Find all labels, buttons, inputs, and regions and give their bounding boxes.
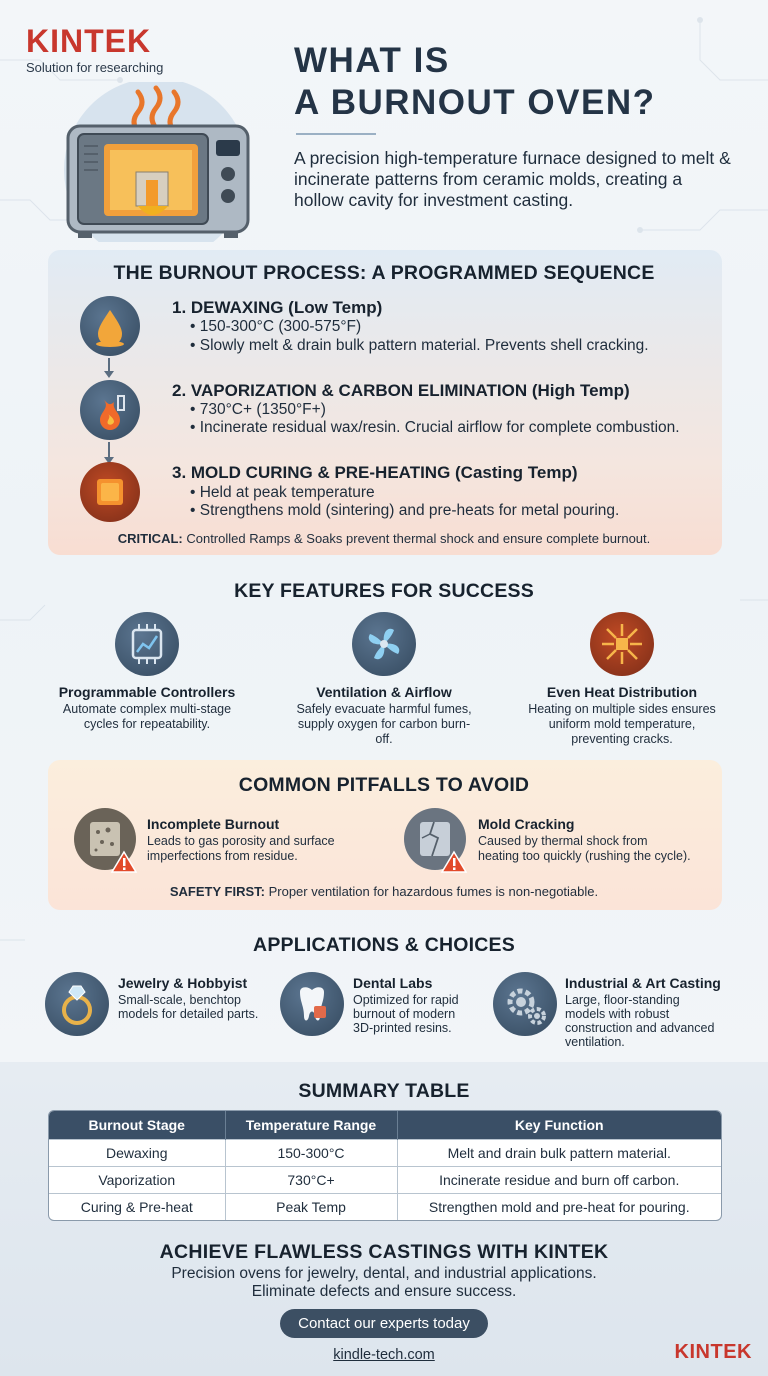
- cta-line-2: Eliminate defects and ensure success.: [251, 1283, 517, 1300]
- safety-note: [0, 884, 768, 899]
- page-subtitle: A precision high-temperature furnace designed to melt & incinerate patterns from ceramic molds, creating a hollow cavity for investment casting.: [294, 148, 731, 210]
- feature-title-controllers: Programmable Controllers: [58, 684, 236, 700]
- app-desc-dental-1: Optimized for rapid: [353, 993, 459, 1007]
- app-title-industrial: Industrial & Art Casting: [565, 975, 721, 991]
- footer-brand-logo: KINTEK: [674, 1341, 752, 1363]
- step-temp-1: • 150-300°C (300-575°F): [190, 318, 362, 335]
- table-cell: Strengthen mold and pre-heat for pouring.: [397, 1193, 721, 1220]
- ring-icon: [45, 972, 109, 1036]
- tooth-icon: [280, 972, 344, 1036]
- process-title: THE BURNOUT PROCESS: A PROGRAMMED SEQUENCE: [113, 262, 655, 284]
- pitfall-desc-cracking-1: Caused by thermal shock from: [478, 834, 648, 848]
- app-desc-industrial-4: ventilation.: [565, 1035, 625, 1049]
- table-cell: Melt and drain bulk pattern material.: [397, 1139, 721, 1166]
- step-title-1: 1. DEWAXING (Low Temp): [172, 298, 383, 317]
- safety-label: SAFETY FIRST:: [169, 884, 265, 899]
- flame-icon: [80, 380, 140, 440]
- table-row: [49, 1139, 721, 1166]
- app-title-jewelry: Jewelry & Hobbyist: [118, 975, 248, 991]
- app-desc-jewelry-1: Small-scale, benchtop: [118, 993, 241, 1007]
- burnout-oven-illustration: [58, 82, 268, 242]
- pitfall-title-cracking: Mold Cracking: [478, 816, 575, 832]
- table-cell: Curing & Pre-heat: [49, 1193, 225, 1220]
- summary-table: [48, 1110, 722, 1221]
- critical-label: CRITICAL:: [117, 531, 183, 546]
- critical-note: [0, 531, 768, 546]
- app-desc-jewelry-2: models for detailed parts.: [118, 1007, 259, 1021]
- step-desc-3: • Strengthens mold (sintering) and pre-heats for metal pouring.: [190, 502, 620, 519]
- cta-line-1: Precision ovens for jewelry, dental, and industrial applications.: [171, 1265, 597, 1282]
- feature-desc-controllers: Automate complex multi-stage cycles for repeatability.: [62, 702, 232, 731]
- table-cell: Vaporization: [49, 1166, 225, 1193]
- step-desc-2: • Incinerate residual wax/resin. Crucial airflow for complete combustion.: [190, 419, 680, 436]
- table-cell: 150-300°C: [225, 1139, 397, 1166]
- app-desc-industrial-2: models with robust: [565, 1007, 670, 1021]
- table-header: Burnout Stage: [49, 1111, 225, 1139]
- contact-experts-button[interactable]: Contact our experts today: [280, 1309, 488, 1338]
- table-cell: Dewaxing: [49, 1139, 225, 1166]
- table-row: [49, 1166, 721, 1193]
- table-row: [49, 1193, 721, 1220]
- title-divider: [296, 133, 376, 135]
- step-title-3: 3. MOLD CURING & PRE-HEATING (Casting Temp): [172, 463, 578, 482]
- table-cell: 730°C+: [225, 1166, 397, 1193]
- feature-title-ventilation: Ventilation & Airflow: [316, 684, 452, 700]
- app-desc-industrial-1: Large, floor-standing: [565, 993, 680, 1007]
- summary-title: SUMMARY TABLE: [298, 1080, 470, 1102]
- brand-logo: [26, 24, 163, 75]
- controller-chip-icon: [115, 612, 179, 676]
- brand-name: KINTEK: [26, 23, 152, 59]
- table-cell: Incinerate residue and burn off carbon.: [397, 1166, 721, 1193]
- hot-mold-icon: [80, 462, 140, 522]
- app-desc-industrial-3: construction and advanced: [565, 1021, 715, 1035]
- safety-text: Proper ventilation for hazardous fumes is non-negotiable.: [264, 884, 599, 899]
- applications-title: APPLICATIONS & CHOICES: [253, 934, 515, 956]
- heat-distribution-icon: [590, 612, 654, 676]
- gears-icon: [493, 972, 557, 1036]
- critical-text: Controlled Ramps & Soaks prevent thermal shock and ensure complete burnout.: [182, 531, 651, 546]
- pitfall-desc-burnout-1: Leads to gas porosity and surface: [147, 834, 335, 848]
- cracked-mold-warning-icon: [404, 808, 466, 870]
- feature-desc-ventilation: Safely evacuate harmful fumes, supply oxygen for carbon burn-off.: [296, 702, 472, 746]
- table-header-row: [49, 1111, 721, 1139]
- website-link[interactable]: kindle-tech.com: [333, 1347, 435, 1363]
- feature-title-heat: Even Heat Distribution: [546, 684, 698, 700]
- fan-icon: [352, 612, 416, 676]
- features-title: KEY FEATURES FOR SUCCESS: [234, 580, 534, 602]
- pitfall-title-burnout: Incomplete Burnout: [147, 816, 280, 832]
- feature-card-controllers: [37, 612, 257, 732]
- table-cell: Peak Temp: [225, 1193, 397, 1220]
- oven-icon: [58, 82, 268, 242]
- page-title: [294, 40, 655, 124]
- wax-drop-icon: [80, 296, 140, 356]
- feature-card-ventilation: [274, 612, 494, 747]
- title-line-1: WHAT IS: [294, 41, 450, 80]
- table-header: Key Function: [514, 1116, 604, 1133]
- pitfall-desc-cracking-2: heating too quickly (rushing the cycle).: [478, 849, 691, 863]
- brand-tagline: Solution for researching: [26, 60, 164, 75]
- app-desc-dental-2: burnout of modern: [353, 1007, 456, 1021]
- step-arrow-2: [108, 442, 110, 460]
- feature-desc-heat: Heating on multiple sides ensures uniform mold temperature, preventing cracks.: [528, 702, 716, 746]
- cta-title: ACHIEVE FLAWLESS CASTINGS WITH KINTEK: [159, 1241, 609, 1263]
- step-arrow-1: [108, 358, 110, 374]
- table-header: Temperature Range: [225, 1111, 397, 1139]
- step-temp-3: • Held at peak temperature: [190, 484, 375, 501]
- title-line-2: A BURNOUT OVEN?: [294, 83, 656, 122]
- pitfalls-title: COMMON PITFALLS TO AVOID: [238, 774, 530, 796]
- app-title-dental: Dental Labs: [353, 975, 433, 991]
- porous-mold-warning-icon: [74, 808, 136, 870]
- step-title-2: 2. VAPORIZATION & CARBON ELIMINATION (High Temp): [172, 381, 630, 400]
- step-desc-1: • Slowly melt & drain bulk pattern material. Prevents shell cracking.: [190, 337, 649, 354]
- feature-card-heat: [512, 612, 732, 747]
- pitfall-desc-burnout-2: imperfections from residue.: [147, 849, 298, 863]
- app-desc-dental-3: 3D-printed resins.: [353, 1021, 452, 1035]
- step-temp-2: • 730°C+ (1350°F+): [190, 401, 326, 418]
